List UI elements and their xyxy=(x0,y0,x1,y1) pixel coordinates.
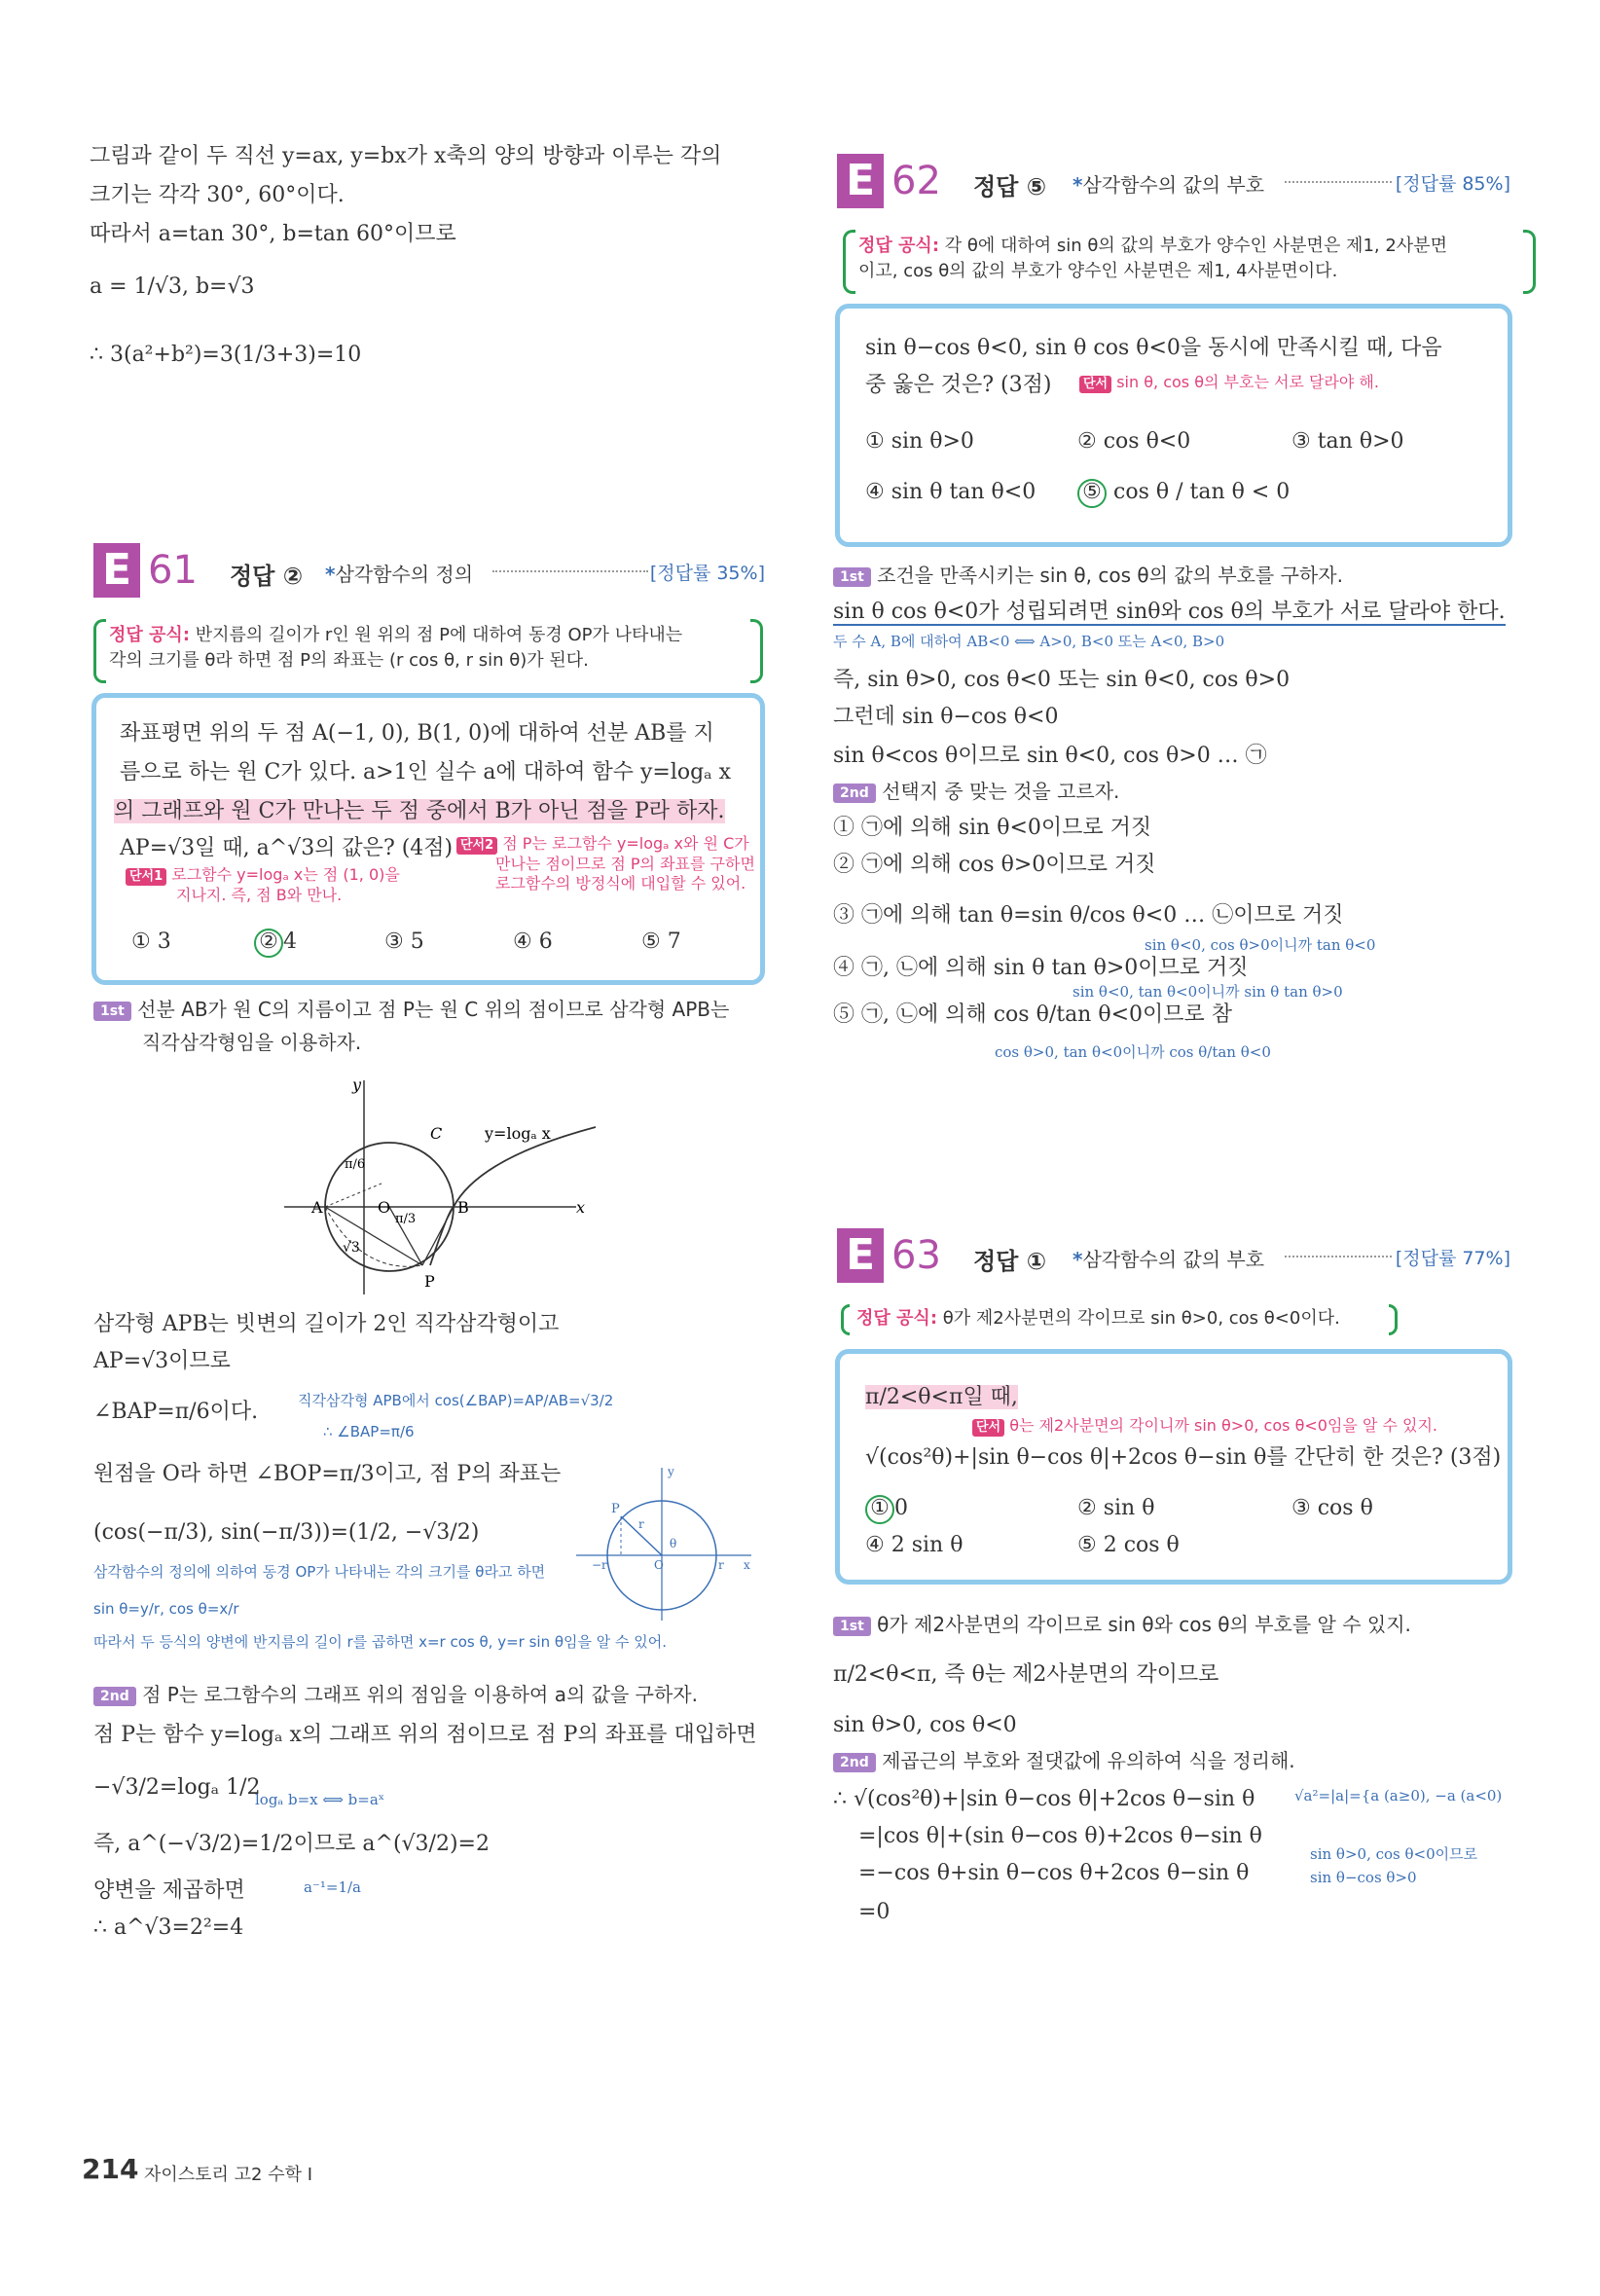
e63-dots xyxy=(1285,1256,1392,1257)
svg-text:r: r xyxy=(718,1558,724,1572)
intro-line-2: 크기는 각각 30°, 60°이다. xyxy=(90,183,345,207)
e63-header xyxy=(837,1228,1510,1287)
e61-q-line-2: 름으로 하는 원 C가 있다. a>1인 실수 a에 대하여 함수 y=logₐ x xyxy=(120,760,732,784)
e62-u1: sin θ cos θ<0가 성립되려면 sinθ와 cos θ의 부호가 서로 달라야 한다. xyxy=(833,600,1506,624)
e61-t4-note: a⁻¹=1/a xyxy=(304,1878,361,1896)
e61-formula: 정답 공식: 반지름의 길이가 r인 원 위의 점 P에 대하여 동경 OP가 나타내는 각의 크기를 θ라 하면 점 P의 좌표는 (r cos θ, r sin θ)가 된다. xyxy=(93,619,763,683)
graph-b-label: B xyxy=(457,1198,469,1217)
e61-clue1: 단서1 로그함수 y=logₐ x는 점 (1, 0)을 지나지. 즉, 점 B와 만나. xyxy=(126,865,400,905)
e61-sol-2: AP=√3이므로 xyxy=(93,1349,231,1373)
intro-line-1: 그림과 같이 두 직선 y=ax, y=bx가 x축의 양의 방향과 이루는 각의 xyxy=(90,144,722,168)
e63-w2: sin θ>0, cos θ<0 xyxy=(833,1713,1017,1737)
e61-t1: 점 P는 함수 y=logₐ x의 그래프 위의 점이므로 점 P의 좌표를 대입하면 xyxy=(93,1723,757,1747)
e63-number: 63 xyxy=(891,1233,941,1278)
e62-v4-note: sin θ<0, tan θ<0이니까 sin θ tan θ>0 xyxy=(1073,983,1343,1001)
e62-v5-note: cos θ>0, tan θ<0이니까 cos θ/tan θ<0 xyxy=(995,1043,1271,1061)
e62-v4: ④ ㉠, ㉡에 의해 sin θ tan θ>0이므로 거짓 xyxy=(833,956,1249,980)
e61-choice-2: ② 4 xyxy=(254,928,297,958)
e61-t3: 즉, a^(−√3/2)=1/2이므로 a^(√3/2)=2 xyxy=(93,1832,490,1856)
graph-c-label: C xyxy=(430,1124,443,1143)
e62-q-line-2: 중 옳은 것은? (3점) xyxy=(865,373,1052,397)
e62-question-box xyxy=(835,304,1512,547)
e61-t5: ∴ a^√3=2²=4 xyxy=(93,1915,244,1940)
e63-x2: =|cos θ|+(sin θ−cos θ)+2cos θ−sin θ xyxy=(858,1824,1262,1848)
e62-dots xyxy=(1285,181,1392,183)
e63-x3: =−cos θ+sin θ−cos θ+2cos θ−sin θ xyxy=(858,1861,1250,1885)
e61-sol-5: (cos(−π/3), sin(−π/3))=(1/2, −√3/2) xyxy=(93,1520,480,1545)
e61-topic: *삼각함수의 정의 xyxy=(325,563,474,586)
e61-badge: E xyxy=(93,543,140,598)
e62-choice-2: ② cos θ<0 xyxy=(1077,429,1191,454)
e63-answer: 정답 ① xyxy=(973,1248,1047,1275)
e61-header xyxy=(93,543,765,601)
e61-t2-note: logₐ b=x ⟺ b=aˣ xyxy=(255,1791,385,1808)
e62-badge: E xyxy=(837,154,884,208)
e61-choice-1: ① 3 xyxy=(131,929,171,954)
e63-question-box xyxy=(835,1349,1512,1585)
e63-x3-note2: sin θ−cos θ>0 xyxy=(1310,1869,1417,1886)
e62-v5: ⑤ ㉠, ㉡에 의해 cos θ/tan θ<0이므로 참 xyxy=(833,1002,1233,1027)
e63-x3-note1: sin θ>0, cos θ<0이므로 xyxy=(1310,1845,1478,1863)
e61-rate: [정답률 35%] xyxy=(649,563,765,584)
graph-sqrt3-label: √3 xyxy=(343,1240,360,1256)
e61-mini-graph xyxy=(576,1460,761,1625)
e61-graph xyxy=(284,1071,673,1304)
e63-x1: ∴ √(cos²θ)+|sin θ−cos θ|+2cos θ−sin θ xyxy=(833,1787,1255,1811)
e62-u4: sin θ<cos θ이므로 sin θ<0, cos θ>0 … ㉠ xyxy=(833,744,1267,768)
graph-curve-label: y=logₐ x xyxy=(485,1124,551,1143)
e61-step2: 2nd 점 P는 로그함수의 그래프 위의 점임을 이용하여 a의 값을 구하자. xyxy=(93,1680,698,1709)
e61-q-line-1: 좌표평면 위의 두 점 A(−1, 0), B(1, 0)에 대하여 선분 AB를 지 xyxy=(120,721,714,746)
e61-q-line-3: 의 그래프와 원 C가 만나는 두 점 중에서 B가 아닌 점을 P라 하자. xyxy=(114,799,725,823)
e63-choice-3: ③ cos θ xyxy=(1291,1496,1373,1520)
e61-sol-3: ∠BAP=π/6이다. xyxy=(93,1400,259,1424)
e63-w1: π/2<θ<π, 즉 θ는 제2사분면의 각이므로 xyxy=(833,1662,1219,1687)
graph-p-label: P xyxy=(424,1272,435,1291)
svg-text:O: O xyxy=(654,1558,664,1572)
e61-sol-5-note3: 따라서 두 등식의 양변에 반지름의 길이 r를 곱하면 x=r cos θ, y=r sin θ임을 알 수 있어. xyxy=(93,1633,668,1651)
e62-rate: [정답률 85%] xyxy=(1395,173,1510,195)
e62-choice-1: ① sin θ>0 xyxy=(865,429,974,454)
e61-sol-5-note2: sin θ=y/r, cos θ=x/r xyxy=(93,1600,239,1618)
intro-line-4: a = 1/√3, b=√3 xyxy=(90,274,255,299)
e61-choice-3: ③ 5 xyxy=(384,929,424,954)
e63-choice-2: ② sin θ xyxy=(1077,1496,1155,1520)
e62-q-line-1: sin θ−cos θ<0, sin θ cos θ<0을 동시에 만족시킬 때, 다음 xyxy=(865,336,1442,360)
svg-text:−r: −r xyxy=(592,1558,607,1572)
e63-x4: =0 xyxy=(858,1900,891,1924)
svg-text:r: r xyxy=(638,1517,644,1531)
e62-v2: ② ㉠에 의해 cos θ>0이므로 거짓 xyxy=(833,853,1156,877)
e61-sol-1: 삼각형 APB는 빗변의 길이가 2인 직각삼각형이고 xyxy=(93,1312,560,1336)
e61-step1: 1st 선분 AB가 원 C의 지름이고 점 P는 원 C 위의 점이므로 삼각형 APB는 xyxy=(93,995,729,1024)
svg-text:x: x xyxy=(744,1558,750,1572)
e61-question-box xyxy=(91,693,765,985)
graph-x-label: x xyxy=(576,1198,586,1217)
e61-t4: 양변을 제곱하면 xyxy=(93,1878,245,1903)
e61-answer: 정답 ② xyxy=(230,563,304,590)
e62-v1: ① ㉠에 의해 sin θ<0이므로 거짓 xyxy=(833,816,1152,840)
graph-a-label: A xyxy=(311,1198,323,1217)
e62-u2: 즉, sin θ>0, cos θ<0 또는 sin θ<0, cos θ>0 xyxy=(833,668,1291,692)
graph-pi3-label: π/3 xyxy=(395,1212,417,1226)
e61-sol-5-note1: 삼각함수의 정의에 의하여 동경 OP가 나타내는 각의 크기를 θ라고 하면 xyxy=(93,1563,546,1581)
e61-dots xyxy=(492,570,648,572)
svg-text:θ: θ xyxy=(670,1537,677,1550)
graph-pi6-label: π/6 xyxy=(345,1157,366,1172)
intro-line-5: ∴ 3(a²+b²)=3(1/3+3)=10 xyxy=(90,343,362,367)
e62-topic: *삼각함수의 값의 부호 xyxy=(1073,173,1265,197)
e62-v3: ③ ㉠에 의해 tan θ=sin θ/cos θ<0 … ㉡이므로 거짓 xyxy=(833,903,1344,928)
e63-x1-note: √a²=|a|={a (a≥0), −a (a<0) xyxy=(1294,1787,1503,1804)
graph-o-label: O xyxy=(378,1198,391,1217)
page-number: 214 xyxy=(82,2153,139,2185)
e63-clue: 단서 θ는 제2사분면의 각이니까 sin θ>0, cos θ<0임을 알 수 있지. xyxy=(972,1416,1437,1437)
e63-step1: 1st θ가 제2사분면의 각이므로 sin θ와 cos θ의 부호를 알 수 있지. xyxy=(833,1610,1411,1639)
e62-choice-5: ⑤ cos θ / tan θ < 0 xyxy=(1077,478,1290,508)
e62-choice-4: ④ sin θ tan θ<0 xyxy=(865,480,1036,504)
e62-answer: 정답 ⑤ xyxy=(973,173,1047,200)
e62-header xyxy=(837,154,1510,212)
e63-step2: 2nd 제곱근의 부호와 절댓값에 유의하여 식을 정리해. xyxy=(833,1746,1295,1775)
e62-u1-note: 두 수 A, B에 대하여 AB<0 ⟺ A>0, B<0 또는 A<0, B>0 xyxy=(833,633,1225,650)
e63-q-line-1: π/2<θ<π일 때, xyxy=(865,1385,1018,1409)
e61-t2: −√3/2=logₐ 1/2 xyxy=(93,1775,261,1800)
e61-clue2: 단서2 점 P는 로그함수 y=logₐ x와 원 C가 만나는 점이므로 점 P의 좌표를 구하면 로그함수의 방정식에 대입할 수 있어. xyxy=(456,834,755,893)
e62-step2: 2nd 선택지 중 맞는 것을 고르자. xyxy=(833,777,1119,806)
e61-q-line-4: AP=√3일 때, a^√3의 값은? (4점) xyxy=(120,836,454,860)
e62-clue: 단서 sin θ, cos θ의 부호는 서로 달라야 해. xyxy=(1079,373,1379,393)
graph-y-label: y xyxy=(352,1075,362,1094)
e62-v3-note: sin θ<0, cos θ>0이니까 tan θ<0 xyxy=(1145,936,1376,954)
e61-sol-4: 원점을 O라 하면 ∠BOP=π/3이고, 점 P의 좌표는 xyxy=(93,1462,562,1486)
e62-formula: 정답 공식: 각 θ에 대하여 sin θ의 값의 부호가 양수인 사분면은 제1, 2사분면 이고, cos θ의 값의 부호가 양수인 사분면은 제1, 4사분면이다. xyxy=(843,230,1536,294)
e61-sol-3-note2: ∴ ∠BAP=π/6 xyxy=(323,1423,415,1440)
e61-sol-3-note: 직각삼각형 APB에서 cos(∠BAP)=AP/AB=√3/2 xyxy=(298,1392,614,1409)
e62-u3: 그런데 sin θ−cos θ<0 xyxy=(833,705,1059,729)
e63-choice-5: ⑤ 2 cos θ xyxy=(1077,1533,1180,1557)
e62-number: 62 xyxy=(891,159,941,203)
book-title: 자이스토리 고2 수학 I xyxy=(144,2165,313,2185)
e63-q-line-2: √(cos²θ)+|sin θ−cos θ|+2cos θ−sin θ를 간단히 한 것은? (3점) xyxy=(865,1445,1502,1470)
svg-text:P: P xyxy=(611,1502,620,1516)
svg-text:y: y xyxy=(668,1465,674,1478)
intro-line-3: 따라서 a=tan 30°, b=tan 60°이므로 xyxy=(90,222,456,246)
e63-rate: [정답률 77%] xyxy=(1395,1248,1510,1269)
e61-step1-line2: 직각삼각형임을 이용하자. xyxy=(142,1031,362,1054)
e61-number: 61 xyxy=(148,548,198,593)
e61-choice-5: ⑤ 7 xyxy=(641,929,681,954)
e63-choice-1: ① 0 xyxy=(865,1494,908,1524)
e62-choice-3: ③ tan θ>0 xyxy=(1291,429,1404,454)
e63-formula: 정답 공식: θ가 제2사분면의 각이므로 sin θ>0, cos θ<0이다. xyxy=(841,1304,1398,1335)
e63-badge: E xyxy=(837,1228,884,1283)
e61-choice-4: ④ 6 xyxy=(513,929,553,954)
e62-step1: 1st 조건을 만족시키는 sin θ, cos θ의 값의 부호를 구하자. xyxy=(833,561,1343,590)
e63-topic: *삼각함수의 값의 부호 xyxy=(1073,1248,1265,1271)
e63-choice-4: ④ 2 sin θ xyxy=(865,1533,964,1557)
